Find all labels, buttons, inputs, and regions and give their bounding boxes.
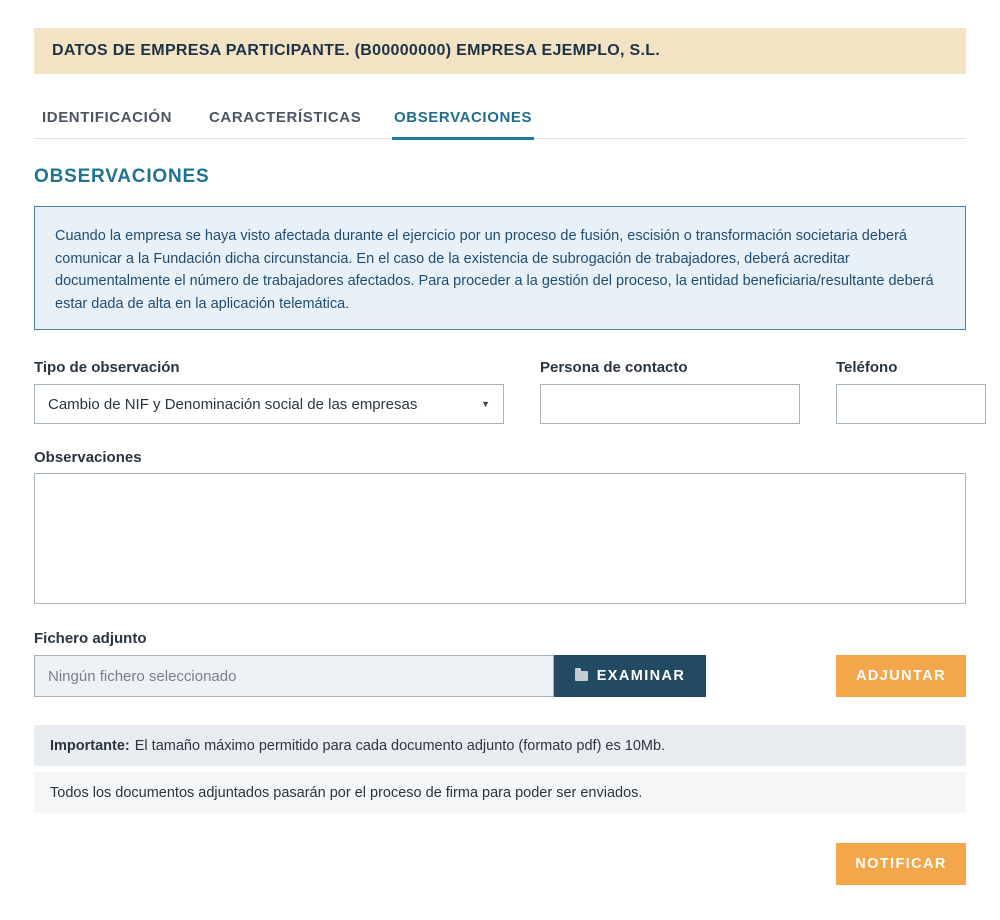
file-name-field[interactable]: [34, 655, 554, 697]
file-placeholder: Ningún fichero seleccionado: [48, 667, 237, 685]
adjuntar-label: ADJUNTAR: [856, 668, 946, 684]
tipo-observacion-value: Cambio de NIF y Denominación social de las empresas: [48, 395, 418, 413]
notificar-label: NOTIFICAR: [855, 856, 947, 872]
tab-observaciones[interactable]: OBSERVACIONES: [394, 96, 532, 139]
tab-caracteristicas[interactable]: CARACTERÍSTICAS: [209, 109, 362, 126]
examinar-label: EXAMINAR: [596, 668, 686, 684]
observaciones-textarea[interactable]: [34, 473, 966, 604]
tipo-observacion-label: Tipo de observación: [34, 359, 180, 376]
persona-contacto-input[interactable]: [540, 384, 800, 424]
info-text: Cuando la empresa se haya visto afectada durante el ejercicio por un proceso de fusión, escisión o transformación societaria deberá comunicar a la Fundación dicha circunstancia. En el caso de la existencia de subrogación de trabajadores, deberá acreditar documentalmente el número de trabajadores afectados. Para proceder a la gestión del proceso, la entidad beneficiaria/resultante deberá estar dada de alta en la aplicación telemática.: [55, 228, 934, 312]
tipo-observacion-select[interactable]: [34, 384, 504, 424]
important-text: El tamaño máximo permitido para cada documento adjunto (formato pdf) es 10Mb.: [134, 737, 666, 754]
examinar-button[interactable]: [554, 655, 706, 697]
persona-contacto-label: Persona de contacto: [540, 359, 688, 376]
chevron-down-icon: ▼: [481, 399, 490, 409]
signature-note: [34, 772, 966, 813]
tab-identificacion[interactable]: IDENTIFICACIÓN: [42, 109, 173, 126]
company-title: DATOS DE EMPRESA PARTICIPANTE. (B00000000) EMPRESA EJEMPLO, S.L.: [52, 42, 661, 59]
section-title: OBSERVACIONES: [34, 166, 210, 187]
signature-text: Todos los documentos adjuntados pasarán por el proceso de firma para poder ser enviados.: [50, 784, 643, 801]
telefono-label: Teléfono: [836, 359, 898, 376]
adjuntar-button[interactable]: [836, 655, 966, 697]
telefono-input[interactable]: [836, 384, 986, 424]
important-label: Importante:: [50, 737, 130, 754]
company-header-bar: [34, 28, 966, 74]
info-box: [34, 206, 966, 330]
important-note: [34, 725, 966, 766]
tab-bar: [34, 96, 966, 139]
fichero-adjunto-label: Fichero adjunto: [34, 630, 147, 647]
observaciones-label: Observaciones: [34, 449, 142, 466]
folder-icon: [575, 671, 588, 681]
notificar-button[interactable]: [836, 843, 966, 885]
